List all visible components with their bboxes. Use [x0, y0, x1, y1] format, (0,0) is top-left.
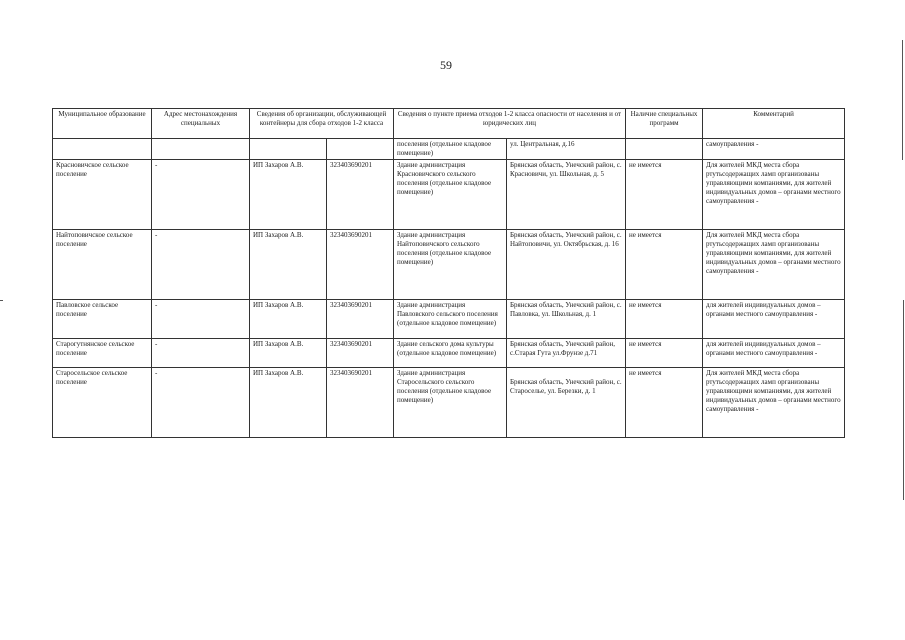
page-number: 59	[440, 58, 452, 72]
cell-comment: для жителей индивидуальных домов – органами местного самоуправления -	[703, 338, 845, 367]
cell-municipality: Павловское сельское поселение	[53, 299, 152, 338]
cell-org-inn: 323403690201	[327, 159, 394, 229]
cell-municipality: Красновичское сельское поселение	[53, 159, 152, 229]
cell-point-name: Здание сельского дома культуры (отдельное кладовое помещение)	[394, 338, 507, 367]
cell-point-address: ул. Центральная, д.16	[507, 139, 626, 160]
table-row	[53, 338, 845, 367]
cell-address: -	[152, 229, 250, 299]
cell-point-name: Здание администрация Найтоповичского сельского поселения (отдельное кладовое помещение)	[394, 229, 507, 299]
col-header-comments: Комментарий	[703, 109, 845, 139]
header-row	[53, 109, 845, 139]
cell-point-name: Здание администрация Павловского сельского поселения (отдельное кладовое помещение)	[394, 299, 507, 338]
cell-municipality: Найтоповичское сельское поселение	[53, 229, 152, 299]
cell-comment: самоуправления -	[703, 139, 845, 160]
table-row	[53, 299, 845, 338]
cell-org-inn	[327, 139, 394, 160]
col-header-programs: Наличие специальных программ	[626, 109, 703, 139]
cell-point-address: Брянская область, Унечский район, с. Красновичи, ул. Школьная, д. 5	[507, 159, 626, 229]
scan-mark	[902, 40, 903, 160]
col-header-municipality: Муниципальное образование	[53, 109, 152, 139]
cell-org-name	[250, 139, 327, 160]
cell-org-name: ИП Захаров А.В.	[250, 338, 327, 367]
cell-point-name: Здание администрация Старосельского сельского поселения (отдельное кладовое помещение)	[394, 367, 507, 437]
cell-comment: Для жителей МКД места сбора ртутьсодержащих ламп организованы управляющими компаниями, для жителей индивидуальных домов – органами местного самоуправления -	[703, 229, 845, 299]
cell-municipality: Старосельское сельское поселение	[53, 367, 152, 437]
cell-point-name: Здание администрация Красновичского сельского поселения (отдельное кладовое помещение)	[394, 159, 507, 229]
table-row	[53, 229, 845, 299]
cell-org-name: ИП Захаров А.В.	[250, 229, 327, 299]
cell-programs: не имеется	[626, 338, 703, 367]
table-row	[53, 367, 845, 437]
waste-collection-table	[52, 108, 845, 438]
col-header-collection-point: Сведения о пункте приема отходов 1-2 класса опасности от населения и от юридических лиц	[394, 109, 626, 139]
cell-point-address: Брянская область, Унечский район, с.Старая Гута ул.Фрунзе д.71	[507, 338, 626, 367]
cell-programs: не имеется	[626, 367, 703, 437]
cell-address: -	[152, 159, 250, 229]
table-row	[53, 159, 845, 229]
cell-address: -	[152, 299, 250, 338]
cell-org-inn: 323403690201	[327, 338, 394, 367]
cell-point-name: поселения (отдельное кладовое помещение)	[394, 139, 507, 160]
cell-municipality	[53, 139, 152, 160]
cell-address: -	[152, 367, 250, 437]
cell-address	[152, 139, 250, 160]
table-row	[53, 139, 845, 160]
cell-comment: для жителей индивидуальных домов – органами местного самоуправления -	[703, 299, 845, 338]
col-header-address: Адрес местонахождения специальных	[152, 109, 250, 139]
cell-org-inn: 323403690201	[327, 299, 394, 338]
cell-comment: Для жителей МКД места сбора ртутьсодержащих ламп организованы управляющими компаниями, для жителей индивидуальных домов – органами местного самоуправления -	[703, 367, 845, 437]
cell-point-address: Брянская область, Унечский район, с. Найтоповичи, ул. Октябрьская, д. 16	[507, 229, 626, 299]
cell-programs: не имеется	[626, 159, 703, 229]
cell-municipality: Старогутнянское сельское поселение	[53, 338, 152, 367]
col-header-organization: Сведения об организации, обслуживающей контейнеры для сбора отходов 1-2 класса	[250, 109, 394, 139]
cell-comment: Для жителей МКД места сбора ртутьсодержащих ламп организованы управляющими компаниями, для жителей индивидуальных домов – органами местного самоуправления -	[703, 159, 845, 229]
cell-org-name: ИП Захаров А.В.	[250, 299, 327, 338]
cell-programs: не имеется	[626, 299, 703, 338]
cell-point-address: Брянская область, Унечский район, с. Павловка, ул. Школьная, д. 1	[507, 299, 626, 338]
cell-org-inn: 323403690201	[327, 367, 394, 437]
cell-org-name: ИП Захаров А.В.	[250, 159, 327, 229]
scan-mark	[903, 300, 904, 500]
cell-org-inn: 323403690201	[327, 229, 394, 299]
cell-programs: не имеется	[626, 229, 703, 299]
cell-programs	[626, 139, 703, 160]
scan-mark	[0, 300, 3, 301]
cell-address: -	[152, 338, 250, 367]
cell-point-address: Брянская область, Унечский район, с. Староселье, ул. Березки, д. 1	[507, 367, 626, 437]
cell-org-name: ИП Захаров А.В.	[250, 367, 327, 437]
